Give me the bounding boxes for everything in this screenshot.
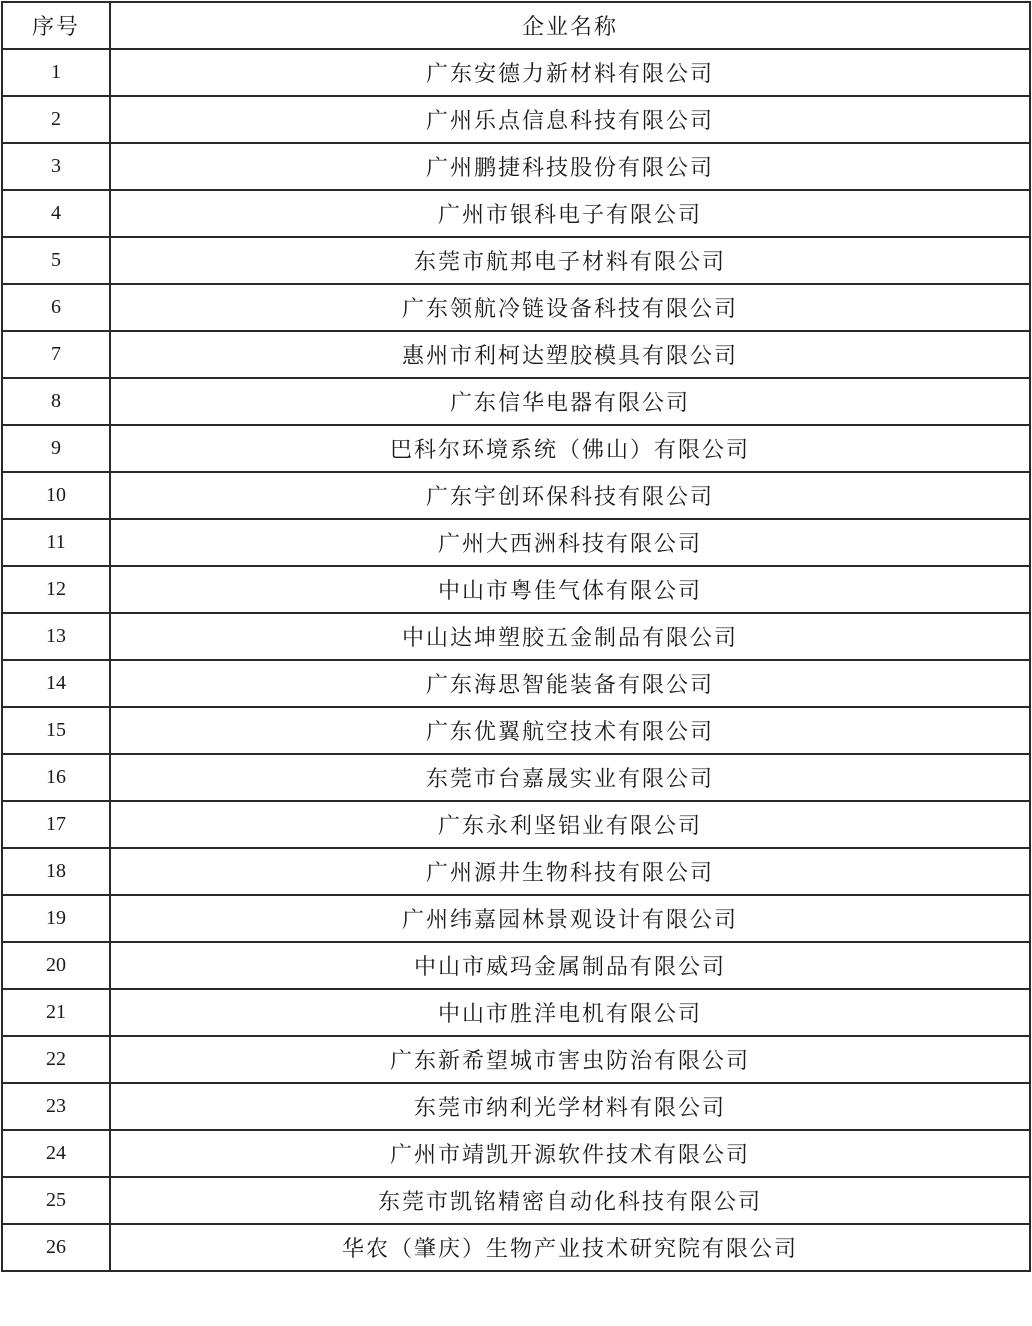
row-number: 22 [2,1036,110,1083]
table-row [2,989,1030,1036]
table-header [2,2,1030,49]
company-name: 广州大西洲科技有限公司 [110,519,1030,566]
company-name: 巴科尔环境系统（佛山）有限公司 [110,425,1030,472]
row-number: 26 [2,1224,110,1271]
table-row [2,1130,1030,1177]
company-name: 中山达坤塑胶五金制品有限公司 [110,613,1030,660]
row-number: 23 [2,1083,110,1130]
table-body [2,49,1030,1271]
company-name: 惠州市利柯达塑胶模具有限公司 [110,331,1030,378]
company-name: 广东信华电器有限公司 [110,378,1030,425]
table-row [2,942,1030,989]
company-name: 华农（肇庆）生物产业技术研究院有限公司 [110,1224,1030,1271]
company-name: 广东新希望城市害虫防治有限公司 [110,1036,1030,1083]
row-number: 17 [2,801,110,848]
company-name: 东莞市航邦电子材料有限公司 [110,237,1030,284]
table-row [2,660,1030,707]
table-row [2,707,1030,754]
row-number: 13 [2,613,110,660]
company-list-table [1,1,1031,1272]
company-name: 广东领航冷链设备科技有限公司 [110,284,1030,331]
row-number: 5 [2,237,110,284]
table-row [2,378,1030,425]
row-number: 8 [2,378,110,425]
company-name: 东莞市凯铭精密自动化科技有限公司 [110,1177,1030,1224]
table-row [2,143,1030,190]
row-number: 21 [2,989,110,1036]
company-name: 广州市银科电子有限公司 [110,190,1030,237]
table-row [2,613,1030,660]
row-number: 25 [2,1177,110,1224]
company-name: 中山市粤佳气体有限公司 [110,566,1030,613]
row-number: 4 [2,190,110,237]
table-row [2,96,1030,143]
row-number: 9 [2,425,110,472]
header-number: 序号 [2,2,110,49]
row-number: 24 [2,1130,110,1177]
table-row [2,472,1030,519]
table-row [2,895,1030,942]
company-name: 广东优翼航空技术有限公司 [110,707,1030,754]
row-number: 19 [2,895,110,942]
table-row [2,801,1030,848]
table-row [2,49,1030,96]
company-name: 广州鹏捷科技股份有限公司 [110,143,1030,190]
row-number: 10 [2,472,110,519]
table-row [2,848,1030,895]
company-name: 广州市靖凯开源软件技术有限公司 [110,1130,1030,1177]
header-company-name: 企业名称 [110,2,1030,49]
table-row [2,284,1030,331]
table-row [2,566,1030,613]
row-number: 11 [2,519,110,566]
company-name: 中山市威玛金属制品有限公司 [110,942,1030,989]
company-name: 广东宇创环保科技有限公司 [110,472,1030,519]
row-number: 7 [2,331,110,378]
table-row [2,425,1030,472]
company-name: 广东安德力新材料有限公司 [110,49,1030,96]
company-name: 广东永利坚铝业有限公司 [110,801,1030,848]
table-row [2,1083,1030,1130]
row-number: 16 [2,754,110,801]
table-row [2,1036,1030,1083]
row-number: 6 [2,284,110,331]
table-row [2,1224,1030,1271]
row-number: 18 [2,848,110,895]
row-number: 14 [2,660,110,707]
table-row [2,237,1030,284]
table-row [2,190,1030,237]
table-row [2,519,1030,566]
table-row [2,754,1030,801]
row-number: 15 [2,707,110,754]
company-name: 广州源井生物科技有限公司 [110,848,1030,895]
company-name: 东莞市纳利光学材料有限公司 [110,1083,1030,1130]
company-name: 广州纬嘉园林景观设计有限公司 [110,895,1030,942]
row-number: 12 [2,566,110,613]
row-number: 3 [2,143,110,190]
company-name: 广东海思智能装备有限公司 [110,660,1030,707]
company-name: 东莞市台嘉晟实业有限公司 [110,754,1030,801]
table-row [2,331,1030,378]
table-row [2,1177,1030,1224]
table-header-row [2,2,1030,49]
company-name: 广州乐点信息科技有限公司 [110,96,1030,143]
row-number: 20 [2,942,110,989]
row-number: 1 [2,49,110,96]
row-number: 2 [2,96,110,143]
company-name: 中山市胜洋电机有限公司 [110,989,1030,1036]
